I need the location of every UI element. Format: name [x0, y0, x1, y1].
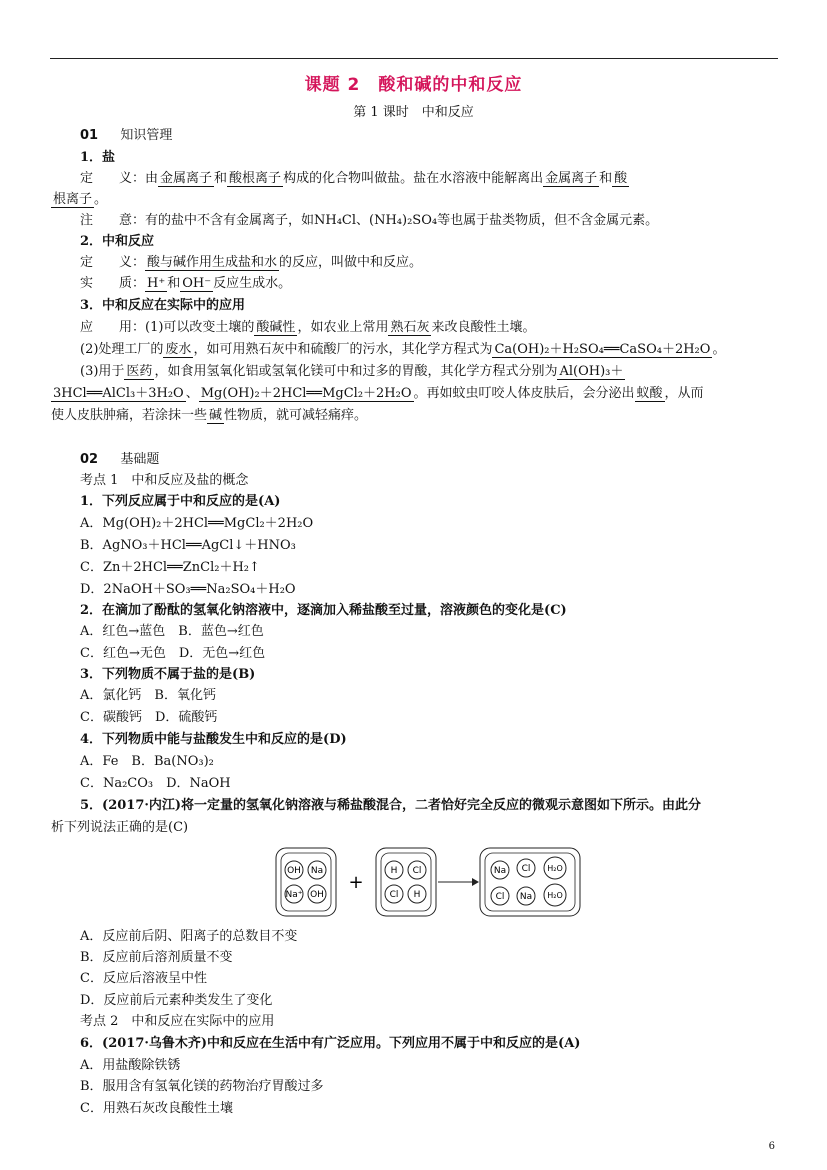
k1-definition	[80, 171, 629, 187]
section-knowledge	[80, 128, 172, 144]
blank-answer: 酸	[614, 171, 628, 186]
q6-option-b: B．服用含有氢氧化镁的药物治疗胃酸过多	[80, 1079, 324, 1094]
text: 和	[167, 276, 181, 291]
q4-options-ab: A．Fe B．Ba(NO₃)₂	[80, 754, 214, 769]
header-rule	[50, 58, 778, 59]
k1-heading: 1．盐	[80, 150, 116, 165]
q1-option-c: C．Zn＋2HCl══ZnCl₂＋H₂↑	[80, 560, 260, 575]
q2-options-ab: A．红色→蓝色 B．蓝色→红色	[80, 624, 264, 639]
q6-option-a: A．用盐酸除铁锈	[80, 1058, 181, 1073]
text: (2)处理工厂的	[80, 342, 164, 357]
q5-option-c: C．反应后溶液呈中性	[80, 971, 207, 986]
text: 的反应，叫做中和反应。	[279, 255, 423, 270]
section-name: 基础题	[120, 452, 160, 467]
molecule-label: H₂O	[547, 891, 563, 900]
section-basic	[80, 452, 159, 468]
blank-answer: 金属离子	[160, 171, 213, 186]
blank-answer: 医药	[126, 364, 153, 379]
blank-answer: 酸碱性	[256, 320, 296, 335]
ion-label: Cl	[521, 864, 531, 874]
q1-stem: 1．下列反应属于中和反应的是(A)	[80, 494, 281, 509]
text: (3)用于	[80, 364, 125, 379]
kaodian-2: 考点 2 中和反应在实际中的应用	[80, 1014, 275, 1029]
ion-label: Na	[519, 892, 533, 902]
k1-definition-cont: 根离子 。	[53, 192, 108, 207]
text: 定 义：由	[80, 171, 159, 186]
text: 构成的化合物叫做盐。盐在水溶液中能解离出	[283, 171, 544, 186]
text: ，如食用氢氧化铝或氢氧化镁可中和过多的胃酸，其化学方程式分别为	[154, 364, 558, 379]
blank-answer: 废水	[165, 342, 192, 357]
ion-label: Na	[493, 866, 507, 876]
q5-stem-cont: 析下列说法正确的是(C)	[51, 820, 189, 835]
blank-answer: Mg(OH)₂＋2HCl══MgCl₂＋2H₂O	[200, 386, 412, 401]
section-number: 02	[80, 452, 99, 467]
text: 实 质：	[80, 276, 146, 291]
k3-app3	[80, 364, 625, 380]
beaker-product	[480, 848, 580, 916]
text: 使人皮肤肿痛，若涂抹一些	[51, 408, 208, 423]
blank-answer: Ca(OH)₂＋H₂SO₄══CaSO₄＋2H₂O	[494, 342, 711, 357]
ion-label: H	[390, 866, 398, 876]
text: 反应生成水。	[213, 276, 292, 291]
text: 来改良酸性土壤。	[431, 320, 536, 335]
blank-answer: 蚁酸	[636, 386, 663, 401]
text: ，如农业上常用	[297, 320, 389, 335]
q4-stem: 4．下列物质中能与盐酸发生中和反应的是(D)	[80, 732, 347, 747]
k1-note: 注 意：有的盐中不含有金属离子，如NH₄Cl、(NH₄)₂SO₄等也属于盐类物质，但不含金属元素。	[80, 213, 659, 228]
blank-answer: OH⁻	[182, 276, 212, 291]
ion-label: Cl	[495, 892, 505, 902]
text: 性物质，就可减轻痛痒。	[224, 408, 368, 423]
text: 和	[599, 171, 613, 186]
q1-option-b: B．AgNO₃＋HCl══AgCl↓＋HNO₃	[80, 538, 296, 553]
section-name: 知识管理	[120, 128, 173, 143]
q6-option-c: C．用熟石灰改良酸性土壤	[80, 1101, 233, 1116]
blank-answer: 金属离子	[545, 171, 598, 186]
q1-option-d: D．2NaOH＋SO₃══Na₂SO₄＋H₂O	[80, 582, 296, 597]
k3-app2	[80, 342, 725, 358]
page-number: 6	[768, 1141, 775, 1152]
blank-answer: 根离子	[53, 192, 93, 207]
ion-label: OH	[310, 890, 324, 900]
blank-answer: 酸与碱作用生成盐和水	[147, 255, 278, 270]
beaker-naoh	[276, 848, 336, 916]
text: 定 义：	[80, 255, 146, 270]
plus-sign: +	[348, 872, 364, 893]
blank-answer: H⁺	[147, 276, 166, 291]
blank-answer: Al(OH)₃＋	[559, 364, 624, 379]
ion-label: OH	[287, 866, 301, 876]
q6-stem: 6．(2017·乌鲁木齐)中和反应在生活中有广泛应用。下列应用不属于中和反应的是(A)	[80, 1036, 581, 1051]
k2-essence	[80, 276, 291, 292]
text: 、	[185, 386, 199, 401]
ion-label: Na	[310, 866, 324, 876]
text: 和	[214, 171, 228, 186]
k2-heading: 2．中和反应	[80, 234, 155, 249]
blank-answer: 酸根离子	[229, 171, 282, 186]
text: 。	[712, 342, 726, 357]
text: ，从而	[664, 386, 704, 401]
q2-stem: 2．在滴加了酚酞的氢氧化钠溶液中，逐滴加入稀盐酸至过量，溶液颜色的变化是(C)	[80, 603, 567, 618]
blank-answer: 碱	[209, 408, 223, 423]
ion-label: Cl	[389, 890, 399, 900]
q1-option-a: A．Mg(OH)₂＋2HCl══MgCl₂＋2H₂O	[80, 516, 314, 531]
q5-stem: 5．(2017·内江)将一定量的氢氧化钠溶液与稀盐酸混合，二者恰好完全反应的微观示意图如下所示。由此分	[80, 798, 702, 813]
k3-app3-cont	[51, 386, 704, 402]
k3-heading: 3．中和反应在实际中的应用	[80, 298, 246, 313]
q5-option-b: B．反应前后溶剂质量不变	[80, 950, 233, 965]
section-number: 01	[80, 128, 99, 143]
q2-options-cd: C．红色→无色 D．无色→红色	[80, 646, 266, 661]
k2-definition	[80, 255, 422, 271]
q3-stem: 3．下列物质不属于盐的是(B)	[80, 667, 256, 682]
ion-label: Cl	[412, 866, 422, 876]
reaction-micro-diagram	[274, 846, 584, 920]
ion-label: Na⁺	[285, 890, 303, 900]
kaodian-1: 考点 1 中和反应及盐的概念	[80, 473, 249, 488]
k3-app1	[80, 320, 535, 336]
q5-option-a: A．反应前后阴、阳离子的总数目不变	[80, 929, 298, 944]
ion-label: H	[413, 890, 421, 900]
page-subtitle: 第 1 课时 中和反应	[353, 105, 474, 120]
text: ，如可用熟石灰中和硫酸厂的污水，其化学方程式为	[193, 342, 493, 357]
blank-answer: 熟石灰	[390, 320, 430, 335]
k3-app3-cont2	[51, 408, 367, 424]
text: 。再如蚊虫叮咬人体皮肤后，会分泌出	[413, 386, 635, 401]
q3-options-ab: A．氯化钙 B．氧化钙	[80, 688, 216, 703]
q4-options-cd: C．Na₂CO₃ D．NaOH	[80, 776, 231, 791]
blank-answer: 3HCl══AlCl₃＋3H₂O	[53, 386, 184, 401]
beaker-hcl	[376, 848, 436, 916]
q3-options-cd: C．碳酸钙 D．硫酸钙	[80, 710, 218, 725]
molecule-label: H₂O	[547, 864, 563, 873]
q5-option-d: D．反应前后元素种类发生了变化	[80, 993, 273, 1008]
page-title: 课题 2 酸和碱的中和反应	[304, 75, 523, 95]
text: 应 用：(1)可以改变土壤的	[80, 320, 255, 335]
